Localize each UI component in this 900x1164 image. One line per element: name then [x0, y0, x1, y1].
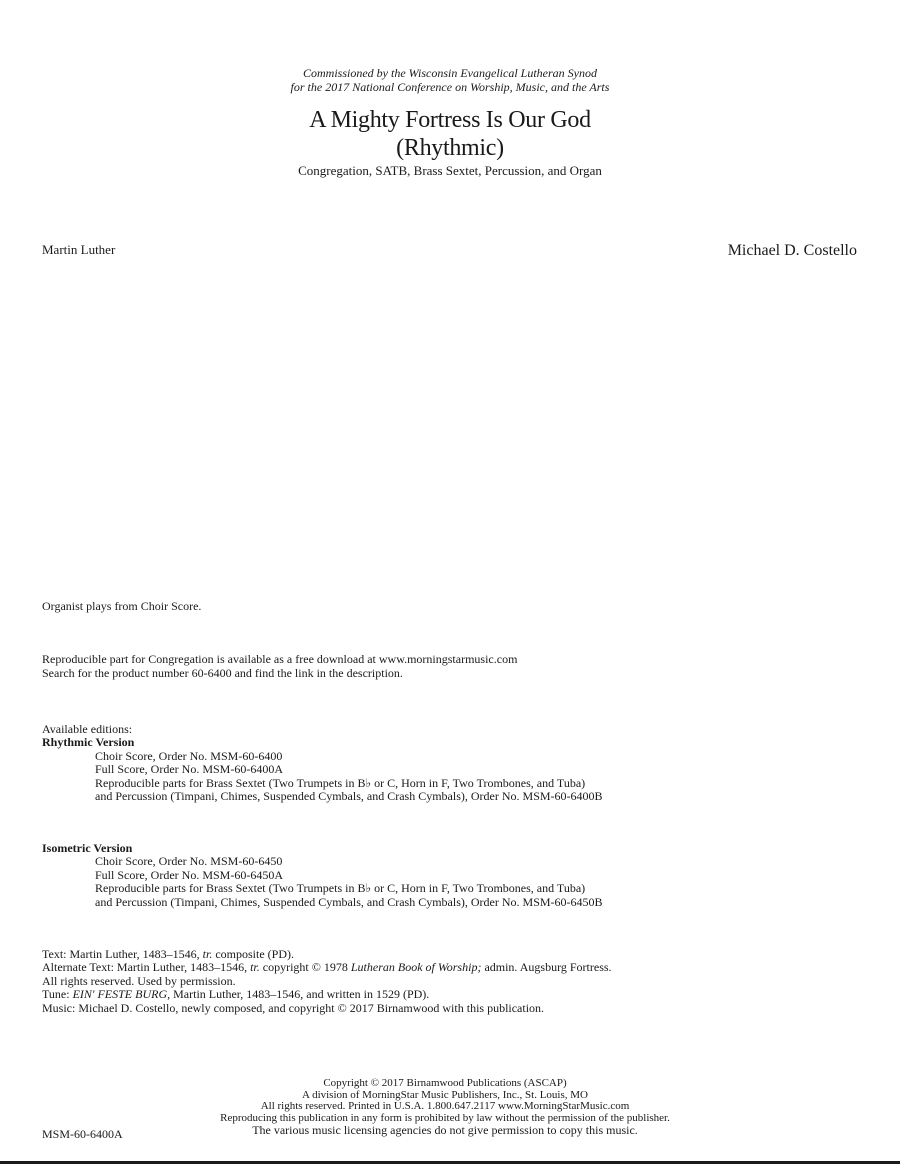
edition-item: Reproducible parts for Brass Sextet (Two Trumpets in B♭ or C, Horn in F, Two Trombones, and Tuba)	[95, 881, 586, 896]
edition-item: Choir Score, Order No. MSM-60-6450	[95, 854, 283, 869]
tune-credit-part: Martin Luther, 1483–1546, and written in 1529 (PD).	[170, 987, 430, 1002]
copyright-line-1: Copyright © 2017 Birnamwood Publications (ASCAP)	[323, 1077, 567, 1089]
editions-label: Available editions:	[42, 722, 133, 736]
text-credit	[42, 948, 612, 961]
organist-note: Organist plays from Choir Score.	[42, 599, 202, 613]
edition-item: and Percussion (Timpani, Chimes, Suspended Cymbals, and Crash Cymbals), Order No. MSM-60-6450B	[95, 894, 603, 909]
credits-block	[42, 948, 612, 1015]
edition-item: Choir Score, Order No. MSM-60-6400	[95, 748, 283, 763]
copyright-line-3: All rights reserved. Printed in U.S.A. 1.800.647.2117 www.MorningStarMusic.com	[260, 1100, 630, 1113]
edition-item: Reproducible parts for Brass Sextet (Two Trumpets in B♭ or C, Horn in F, Two Trombones, and Tuba)	[95, 775, 586, 790]
title-line-2: (Rhythmic)	[396, 135, 504, 161]
edition-item: Full Score, Order No. MSM-60-6400A	[95, 762, 283, 777]
product-code: MSM-60-6400A	[42, 1127, 123, 1141]
commission-line-1: Commissioned by the Wisconsin Evangelical Lutheran Synod	[303, 66, 597, 80]
copyright-line-4: Reproducing this publication in any form is prohibited by law without the permission of the publisher.	[220, 1111, 670, 1124]
alt-credit-book: Lutheran Book of Worship;	[350, 960, 482, 975]
page-title	[0, 106, 900, 162]
alt-credit-part: admin. Augsburg Fortress.	[481, 960, 612, 975]
congregation-note-line-1: Reproducible part for Congregation is available as a free download at www.morningstarmusic.com	[42, 652, 518, 666]
text-credit-tr: tr.	[202, 947, 213, 961]
text-credit-part: Text: Martin Luther, 1483–1546,	[42, 947, 203, 961]
isometric-editions	[42, 842, 603, 909]
copyright-line-5: The various music licensing agencies do not give permission to copy this music.	[252, 1123, 638, 1138]
text-credit-part: composite (PD).	[212, 947, 294, 961]
isometric-version-heading: Isometric Version	[42, 841, 133, 855]
lyricist-credit: Martin Luther	[42, 242, 116, 257]
music-credit: Music: Michael D. Costello, newly composed, and copyright © 2017 Birnamwood with this publication.	[42, 1000, 545, 1015]
commission-line-2: for the 2017 National Conference on Worship, Music, and the Arts	[290, 80, 610, 94]
composer-credit: Michael D. Costello	[727, 242, 857, 259]
commission-note	[0, 66, 900, 94]
tune-credit-part: Tune:	[42, 987, 73, 1002]
alt-credit-part: copyright © 1978	[259, 960, 351, 975]
edition-item: and Percussion (Timpani, Chimes, Suspended Cymbals, and Crash Cymbals), Order No. MSM-60-6400B	[95, 789, 603, 804]
copyright-notice	[200, 1078, 690, 1137]
copyright-line-2: A division of MorningStar Music Publishers, Inc., St. Louis, MO	[301, 1088, 588, 1101]
rhythmic-version-heading: Rhythmic Version	[42, 735, 135, 750]
tune-credit	[42, 988, 612, 1001]
congregation-note	[42, 652, 517, 680]
alt-credit-part: Alternate Text: Martin Luther, 1483–1546,	[42, 960, 251, 975]
tune-name: EIN' FESTE BURG,	[72, 987, 171, 1002]
rights-credit: All rights reserved. Used by permission.	[42, 973, 236, 988]
instrumentation-subtitle: Congregation, SATB, Brass Sextet, Percussion, and Organ	[298, 163, 602, 178]
title-line-1: A Mighty Fortress Is Our God	[309, 107, 591, 133]
congregation-note-line-2: Search for the product number 60-6400 and find the link in the description.	[42, 666, 403, 680]
alt-credit-tr: tr.	[250, 960, 260, 975]
alternate-text-credit	[42, 961, 612, 974]
edition-item: Full Score, Order No. MSM-60-6450A	[95, 867, 283, 882]
available-editions	[42, 723, 603, 803]
